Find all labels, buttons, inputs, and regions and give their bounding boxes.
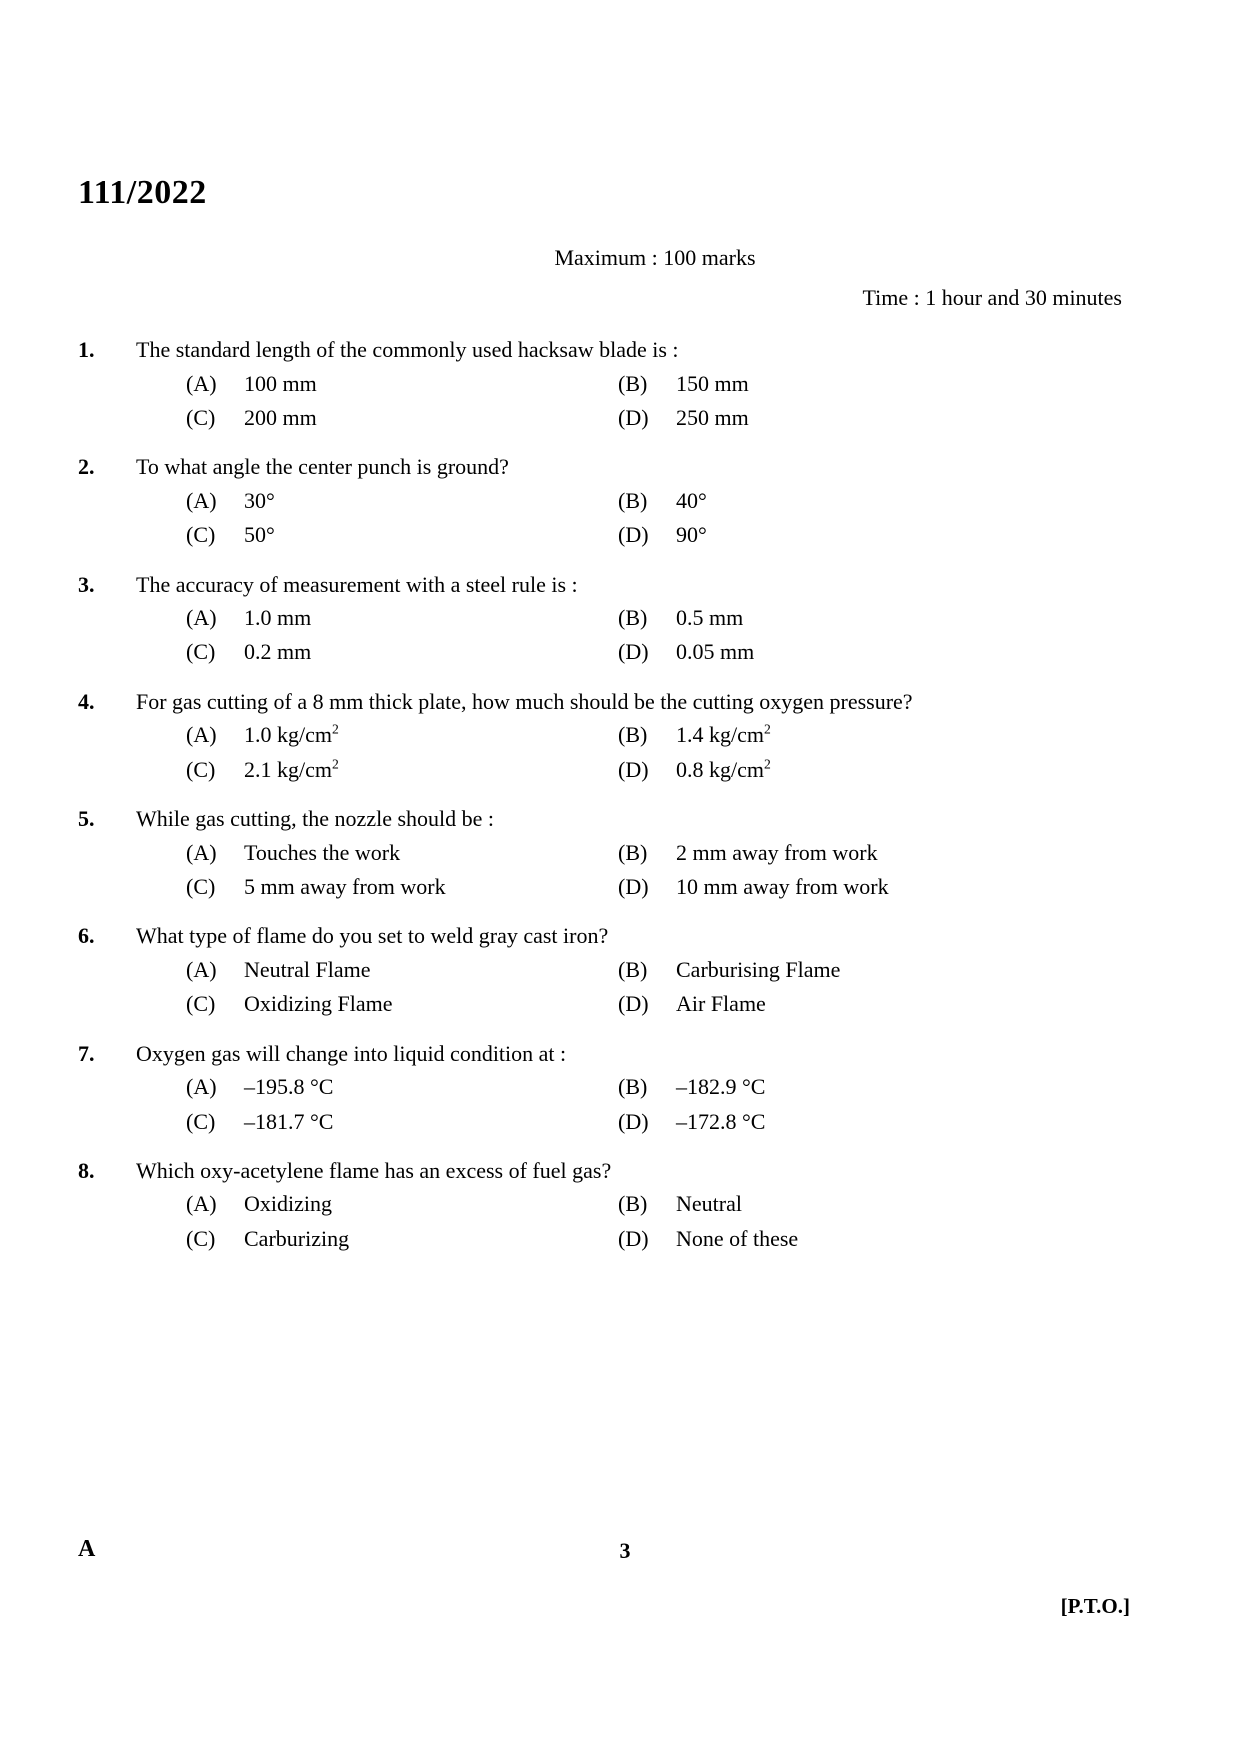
option-label: Oxidizing (244, 1191, 332, 1217)
option-key: (D) (618, 522, 649, 548)
option-key: (D) (618, 639, 649, 665)
option-key: (D) (618, 1108, 649, 1134)
option-choice[interactable] (186, 371, 618, 397)
option-label: 250 mm (676, 404, 749, 430)
option-key: (C) (186, 639, 216, 665)
option-choice[interactable] (618, 522, 1088, 548)
option-label: 100 mm (244, 370, 317, 396)
option-label: 40° (676, 487, 707, 513)
option-label: Neutral Flame (244, 956, 371, 982)
question-heading (78, 336, 1088, 364)
options-row (186, 874, 1088, 900)
option-label: 10 mm away from work (676, 874, 889, 900)
question-heading (78, 571, 1088, 599)
option-label: Carburizing (244, 1225, 350, 1251)
option-label: 150 mm (676, 370, 749, 396)
option-choice[interactable] (618, 874, 1088, 900)
option-key: (C) (186, 874, 216, 900)
options-row (186, 488, 1088, 514)
option-key: (B) (618, 839, 648, 865)
option-key: (C) (186, 1225, 216, 1251)
question-heading (78, 805, 1088, 833)
options-group (78, 371, 1088, 432)
option-label-superscript: 2 (764, 722, 771, 738)
option-key: (D) (618, 991, 649, 1017)
option-choice[interactable] (186, 757, 618, 783)
option-label: 1.0 mm (244, 605, 312, 631)
option-choice[interactable] (618, 488, 1088, 514)
option-label: 0.05 mm (676, 639, 755, 665)
option-label: –181.7 °C (244, 1108, 334, 1134)
option-label: 0.5 mm (676, 605, 744, 631)
option-label: 2 mm away from work (676, 839, 878, 865)
option-key: (C) (186, 991, 216, 1017)
question-text: While gas cutting, the nozzle should be : (136, 806, 495, 832)
question-number: 2. (78, 454, 95, 480)
option-key: (A) (186, 1074, 217, 1100)
option-key: (B) (618, 487, 648, 513)
option-key: (A) (186, 605, 217, 631)
question-heading (78, 922, 1088, 950)
options-row (186, 757, 1088, 783)
question-number: 7. (78, 1040, 95, 1066)
option-choice[interactable] (186, 639, 618, 665)
option-label: None of these (676, 1225, 799, 1251)
option-label: Air Flame (676, 991, 766, 1017)
option-label-text: 1.0 kg/cm (244, 722, 332, 748)
options-group (78, 488, 1088, 549)
option-key: (C) (186, 756, 216, 782)
question-block (78, 688, 1088, 783)
question-block (78, 805, 1088, 900)
option-choice[interactable] (186, 874, 618, 900)
options-row (186, 1074, 1088, 1100)
option-label: Neutral (676, 1191, 742, 1217)
question-text: The accuracy of measurement with a steel rule is : (136, 571, 578, 597)
question-text: What type of flame do you set to weld gray cast iron? (136, 923, 609, 949)
option-choice[interactable] (186, 488, 618, 514)
option-key: (D) (618, 874, 649, 900)
option-label: 5 mm away from work (244, 874, 446, 900)
option-key: (A) (186, 956, 217, 982)
option-label (676, 722, 771, 748)
option-label: 200 mm (244, 404, 317, 430)
question-heading (78, 1157, 1088, 1185)
option-choice[interactable] (618, 840, 1088, 866)
question-number: 3. (78, 571, 95, 597)
options-row (186, 722, 1088, 748)
option-key: (D) (618, 1225, 649, 1251)
option-label: 0.2 mm (244, 639, 312, 665)
question-block (78, 336, 1088, 431)
option-key: (B) (618, 1074, 648, 1100)
option-choice[interactable] (186, 840, 618, 866)
question-block (78, 453, 1088, 548)
question-text: Which oxy-acetylene flame has an excess of fuel gas? (136, 1157, 612, 1183)
option-label-text: 2.1 kg/cm (244, 756, 332, 782)
options-row (186, 957, 1088, 983)
option-key: (C) (186, 522, 216, 548)
option-choice[interactable] (186, 1226, 618, 1252)
options-row (186, 405, 1088, 431)
option-choice[interactable] (618, 639, 1088, 665)
option-key: (A) (186, 839, 217, 865)
option-label: –172.8 °C (676, 1108, 766, 1134)
option-key: (C) (186, 404, 216, 430)
option-key: (D) (618, 404, 649, 430)
option-key: (A) (186, 370, 217, 396)
option-key: (A) (186, 487, 217, 513)
option-key: (A) (186, 1191, 217, 1217)
exam-duration: Time : 1 hour and 30 minutes (862, 285, 1122, 310)
options-row (186, 991, 1088, 1017)
question-number: 8. (78, 1157, 95, 1183)
question-text: The standard length of the commonly used hacksaw blade is : (136, 337, 679, 362)
options-row (186, 371, 1088, 397)
option-label: 50° (244, 522, 275, 548)
option-key: (C) (186, 1108, 216, 1134)
option-label (244, 757, 339, 783)
options-row (186, 1109, 1088, 1135)
page-number: 3 (619, 1538, 631, 1563)
question-block (78, 922, 1088, 1017)
option-choice[interactable] (618, 957, 1088, 983)
question-heading (78, 688, 1088, 716)
option-choice[interactable] (618, 991, 1088, 1017)
question-text: Oxygen gas will change into liquid condition at : (136, 1040, 567, 1066)
booklet-series: A (78, 1536, 96, 1562)
option-label-text: 0.8 kg/cm (676, 756, 764, 782)
option-choice[interactable] (618, 1109, 1088, 1135)
option-choice[interactable] (618, 1191, 1088, 1217)
options-row (186, 639, 1088, 665)
options-row (186, 522, 1088, 548)
question-text: For gas cutting of a 8 mm thick plate, how much should be the cutting oxygen pressure? (136, 688, 913, 714)
option-label: Oxidizing Flame (244, 991, 393, 1017)
option-label-text: 1.4 kg/cm (676, 722, 764, 748)
options-row (186, 605, 1088, 631)
options-group (78, 1074, 1088, 1135)
option-label (676, 757, 771, 783)
option-choice[interactable] (618, 722, 1088, 748)
options-group (78, 1191, 1088, 1252)
option-label-superscript: 2 (764, 756, 771, 772)
option-choice[interactable] (618, 1226, 1088, 1252)
option-key: (A) (186, 722, 217, 748)
option-key: (B) (618, 370, 648, 396)
option-choice[interactable] (186, 1109, 618, 1135)
question-text: To what angle the center punch is ground? (136, 454, 509, 480)
option-label (244, 722, 339, 748)
option-choice[interactable] (186, 1074, 618, 1100)
option-choice[interactable] (186, 405, 618, 431)
pto-marker: [P.T.O.] (1060, 1594, 1130, 1618)
question-number: 4. (78, 688, 95, 714)
options-group (78, 722, 1088, 783)
option-key: (B) (618, 1191, 648, 1217)
options-row (186, 1191, 1088, 1217)
option-choice[interactable] (186, 957, 618, 983)
option-choice[interactable] (618, 1074, 1088, 1100)
option-label-superscript: 2 (332, 756, 339, 772)
option-label: Touches the work (244, 839, 401, 865)
options-group (78, 605, 1088, 666)
options-row (186, 840, 1088, 866)
options-group (78, 957, 1088, 1018)
option-key: (B) (618, 722, 648, 748)
option-choice[interactable] (186, 1191, 618, 1217)
option-label: –182.9 °C (676, 1074, 766, 1100)
options-row (186, 1226, 1088, 1252)
option-choice[interactable] (618, 605, 1088, 631)
questions-list (78, 336, 1088, 1274)
question-number: 6. (78, 923, 95, 949)
options-group (78, 840, 1088, 901)
option-key: (B) (618, 956, 648, 982)
question-block (78, 1157, 1088, 1252)
option-key: (D) (618, 756, 649, 782)
maximum-marks: Maximum : 100 marks (554, 245, 756, 270)
option-choice[interactable] (186, 522, 618, 548)
option-label: 90° (676, 522, 707, 548)
question-block (78, 571, 1088, 666)
option-label-superscript: 2 (332, 722, 339, 738)
paper-code: 111/2022 (78, 174, 207, 211)
option-choice[interactable] (186, 991, 618, 1017)
option-label: –195.8 °C (244, 1074, 334, 1100)
question-heading (78, 453, 1088, 481)
question-block (78, 1040, 1088, 1135)
option-label: 30° (244, 487, 275, 513)
question-number: 1. (78, 337, 95, 362)
option-choice[interactable] (186, 722, 618, 748)
option-choice[interactable] (618, 371, 1088, 397)
question-number: 5. (78, 806, 95, 832)
option-choice[interactable] (618, 405, 1088, 431)
option-key: (B) (618, 605, 648, 631)
option-choice[interactable] (186, 605, 618, 631)
option-choice[interactable] (618, 757, 1088, 783)
option-label: Carburising Flame (676, 956, 841, 982)
question-heading (78, 1040, 1088, 1068)
